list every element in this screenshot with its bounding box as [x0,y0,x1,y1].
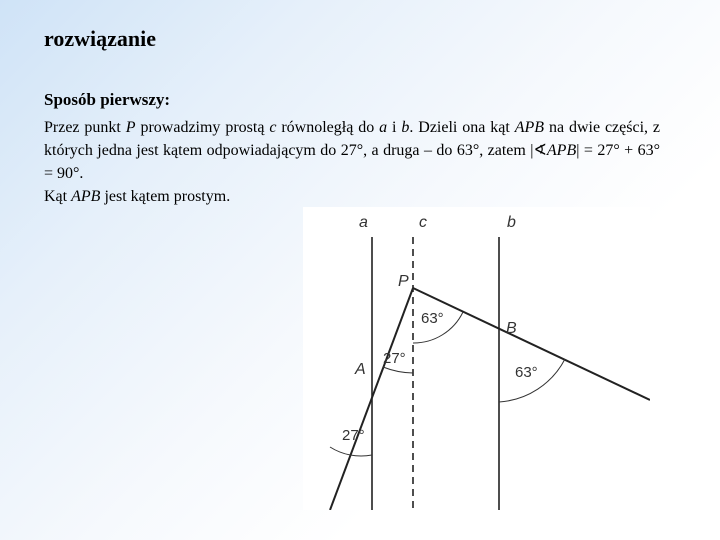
line-b-ref: b [401,119,410,136]
text-fragment: . Dzieli ona kąt [409,119,515,136]
angle-label-p: 63° [421,310,444,327]
angle-label-bottom: 27° [342,427,365,444]
line-c-ref: c [269,119,277,136]
page-title: rozwiązanie [44,26,157,51]
line-a-ref: a [379,119,388,136]
line-label-b: b [507,214,516,231]
solution-paragraph [44,116,660,208]
point-label-p: P [398,273,409,290]
angle-apb-ref: APB [514,119,545,136]
angle-apb-ref: APB [546,142,577,159]
geometry-diagram [303,207,650,510]
text-fragment: jest kątem prostym. [100,188,231,205]
method-title: Sposób pierwszy: [44,90,171,109]
angle-label-a: 27° [383,350,406,367]
point-p-ref: P [125,119,136,136]
point-label-b: B [506,320,517,337]
text-fragment: | = 27° + 63° = 90°. [44,142,661,182]
segment-through-b [413,288,650,400]
point-label-a: A [355,361,366,378]
text-fragment: Kąt [44,188,72,205]
geometry-figure [303,207,650,510]
text-fragment: prowadzimy prostą [135,119,270,136]
angle-arc-p-small [383,367,413,373]
text-fragment: Przez punkt [44,119,126,136]
text-fragment: równoległą do [276,119,380,136]
text-fragment: i [387,119,402,136]
text-fragment: na dwie części, z których jedna jest kątem odpowiadającym do 27°, a druga – do 63°, zatem |∢ [44,119,661,159]
line-label-c: c [419,214,427,231]
angle-apb-ref: APB [71,188,101,205]
line-label-a: a [359,214,368,231]
angle-label-b: 63° [515,364,538,381]
